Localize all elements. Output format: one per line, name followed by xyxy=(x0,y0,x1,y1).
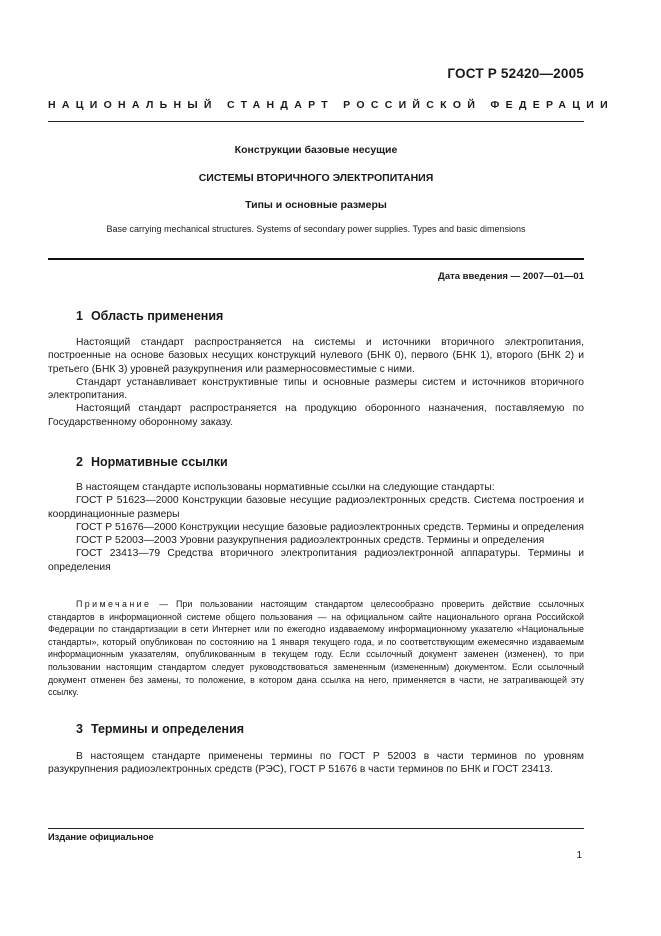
reference-item: ГОСТ Р 51676—2000 Конструкции несущие базовые радиоэлектронных средств. Термины и определения xyxy=(76,521,585,533)
section-number: 1 xyxy=(76,309,83,323)
paragraph: В настоящем стандарте применены термины по ГОСТ Р 52003 в части терминов по уровням разукрупнения радиоэлектронных средств (РЭС), ГОСТ Р 51676 в части терминов по БНК и ГОСТ 23413. xyxy=(48,751,584,776)
gost-number: ГОСТ Р 52420—2005 xyxy=(447,66,584,81)
paragraph: Настоящий стандарт распространяется на системы и источники вторичного электропитания, построенные на основе базовых несущих конструкций нулевого (БНК 0), первого (БНК 1), второго (БНК 2) и третьего (БНК 3) уровней разукрупнения или размерносовместимые с ними. xyxy=(48,337,584,375)
section-title: Область применения xyxy=(90,309,224,323)
document-subtitle-types: Типы и основные размеры xyxy=(245,199,387,211)
page-number: 1 xyxy=(576,850,582,861)
introduction-date: Дата введения — 2007—01—01 xyxy=(438,271,584,282)
english-title: Base carrying mechanical structures. Systems of secondary power supplies. Types and basic dimensions xyxy=(106,224,526,234)
national-standard-line: НАЦИОНАЛЬНЫЙ СТАНДАРТ РОССИЙСКОЙ ФЕДЕРАЦИИ xyxy=(48,99,614,111)
section-3-heading xyxy=(76,722,244,736)
footer-divider xyxy=(48,828,584,829)
reference-item: ГОСТ 23413—79 Средства вторичного электропитания радиоэлектронной аппаратуры. Термины и определения xyxy=(48,548,584,573)
section-1-heading xyxy=(76,309,223,323)
section-3-body xyxy=(48,750,584,777)
section-2-heading xyxy=(76,455,228,469)
paragraph: В настоящем стандарте использованы нормативные ссылки на следующие стандарты: xyxy=(76,482,495,493)
reference-item: ГОСТ Р 52003—2003 Уровни разукрупнения радиоэлектронных средств. Термины и определения xyxy=(76,535,545,547)
document-subtitle: Конструкции базовые несущие xyxy=(234,144,398,156)
section-title: Нормативные ссылки xyxy=(90,455,228,469)
reference-item: ГОСТ Р 51623—2000 Конструкции базовые несущие радиоэлектронных средств. Система построения и координационные размеры xyxy=(48,495,584,520)
section-number: 2 xyxy=(76,455,83,469)
note-block xyxy=(48,598,584,699)
note-label: Примечание xyxy=(76,599,152,609)
title-divider xyxy=(48,258,584,260)
section-title: Термины и определения xyxy=(90,722,245,736)
note-text: — При пользовании настоящим стандартом целесообразно проверить действие ссылочных стандартов в информационной системе общего пользования — на официальном сайте национального органа Российской Федерации по стандартизации в сети Интернет или по ежегодно издаваемому информационному указателю «Национальные стандарты», который опубликован по состоянию на 1 января текущего года, и по соответствующим ежемесячно издаваемым информационным указателям, опубликованным в текущем году. Если ссылочный документ заменен (изменен), то при пользовании настоящим стандартом следует руководствоваться замененным (измененным) документом. Если ссылочный документ отменен без замены, то положение, в котором дана ссылка на него, применяется в части, не затрагивающей эту ссылку. xyxy=(48,599,585,698)
section-1-body xyxy=(48,336,584,429)
section-number: 3 xyxy=(76,722,83,736)
header-divider xyxy=(48,121,584,122)
paragraph: Настоящий стандарт распространяется на продукцию оборонного назначения, поставляемую по Государственному оборонному заказу. xyxy=(48,403,584,428)
official-edition-label: Издание официальное xyxy=(48,832,154,842)
section-2-body xyxy=(48,481,584,574)
paragraph: Стандарт устанавливает конструктивные типы и основные размеры систем и источников вторичного электропитания. xyxy=(48,376,584,402)
document-title: СИСТЕМЫ ВТОРИЧНОГО ЭЛЕКТРОПИТАНИЯ xyxy=(198,172,434,184)
